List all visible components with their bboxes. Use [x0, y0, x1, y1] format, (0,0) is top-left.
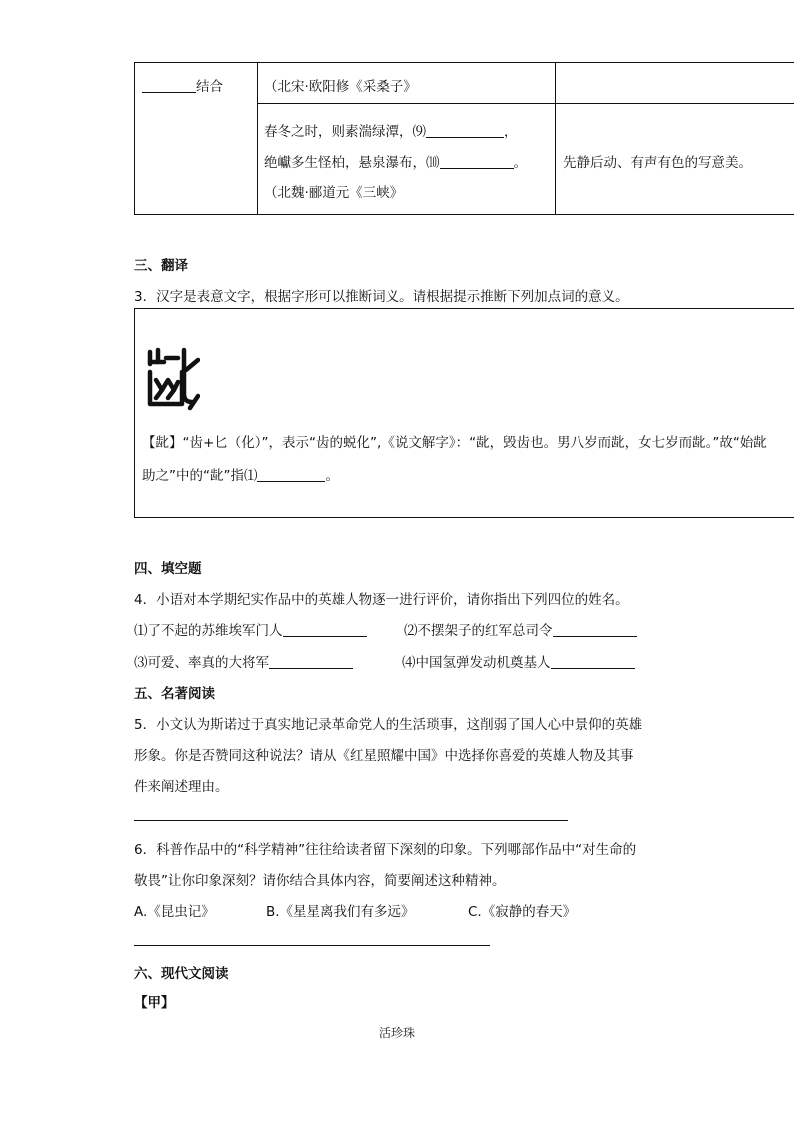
question-5-line-3: 件来阐述理由。: [134, 779, 229, 795]
option-c: C.《寂静的春天》: [468, 904, 577, 920]
fill-item-4: ⑷中国氢弹发动机奠基人: [402, 651, 635, 671]
table-cell-r2-line1: 春冬之时，则素湍绿潭，⑼ ，: [264, 124, 518, 140]
answer-blank-1[interactable]: [257, 467, 325, 482]
option-b: B.《星星离我们有多远》: [266, 904, 415, 920]
section-heading-3: 三、翻译: [134, 258, 188, 274]
question-3: 3．汉字是表意文字，根据字形可以推断词义。请根据提示推断下列加点词的意义。: [134, 289, 629, 305]
blank-line[interactable]: [142, 78, 196, 93]
answer-blank-10[interactable]: [440, 154, 514, 169]
table-cell-r2c3: 先静后动、有声有色的写意美。: [563, 155, 752, 171]
fill-item-1: ⑴了不起的苏维埃军门人: [134, 619, 367, 639]
question-5-line-1: 5．小文认为斯诺过于真实地记录革命党人的生活琐事，这削弱了国人心中景仰的英雄: [134, 717, 643, 733]
table-divider: [257, 63, 258, 214]
subsection-label: 【甲】: [134, 995, 175, 1011]
table-divider: [555, 63, 556, 214]
table-cell-r2-line2: 绝巘多生怪柏，悬泉瀑布，⑽ 。: [264, 155, 527, 171]
answer-line-6[interactable]: [134, 945, 490, 946]
table-cell-r1c2: （北宋·欧阳修《采桑子》: [264, 79, 417, 95]
translation-para-2: 助之”中的“龀”指⑴ 。: [142, 468, 339, 484]
question-5-line-2: 形象。你是否赞同这种说法？请从《红星照耀中国》中选择你喜爱的英雄人物及其事: [134, 748, 634, 764]
section-heading-5: 五、名著阅读: [134, 686, 215, 702]
answer-blank[interactable]: [551, 654, 635, 669]
question-6-line-2: 敬畏”让你印象深刻？请你结合具体内容，简要阐述这种精神。: [134, 873, 506, 889]
fill-item-3: ⑶可爱、率真的大将军: [134, 651, 353, 671]
section-heading-6: 六、现代文阅读: [134, 966, 229, 982]
option-a: A.《昆虫记》: [134, 904, 215, 920]
page-footer: 活珍珠: [378, 1026, 415, 1040]
seal-script-character-icon: [146, 346, 200, 412]
table-cell-r2-line3: （北魏·郦道元《三峡》: [264, 185, 404, 201]
answer-blank[interactable]: [269, 654, 353, 669]
table-row-divider: [257, 103, 794, 104]
translation-para-1: 【龀】“齿+匕（化）”，表示“齿的蜕化”,《说文解字》：“龀，毁齿也。男八岁而龀，女七岁而龀。”故“始龀: [142, 435, 767, 451]
section-heading-4: 四、填空题: [134, 561, 202, 577]
question-4: 4．小语对本学期纪实作品中的英雄人物逐一进行评价，请你指出下列四位的姓名。: [134, 592, 629, 608]
answer-blank[interactable]: [283, 622, 367, 637]
answer-line-5[interactable]: [134, 820, 568, 821]
answer-blank-9[interactable]: [426, 123, 504, 138]
answer-blank[interactable]: [553, 622, 637, 637]
fill-item-2: ⑵不摆架子的红军总司令: [404, 619, 637, 639]
translation-box: [134, 308, 794, 518]
question-6-line-1: 6．科普作品中的“科学精神”往往给读者留下深刻的印象。下列哪部作品中“对生命的: [134, 842, 637, 858]
table-cell-r1c1: 结合: [142, 75, 223, 95]
